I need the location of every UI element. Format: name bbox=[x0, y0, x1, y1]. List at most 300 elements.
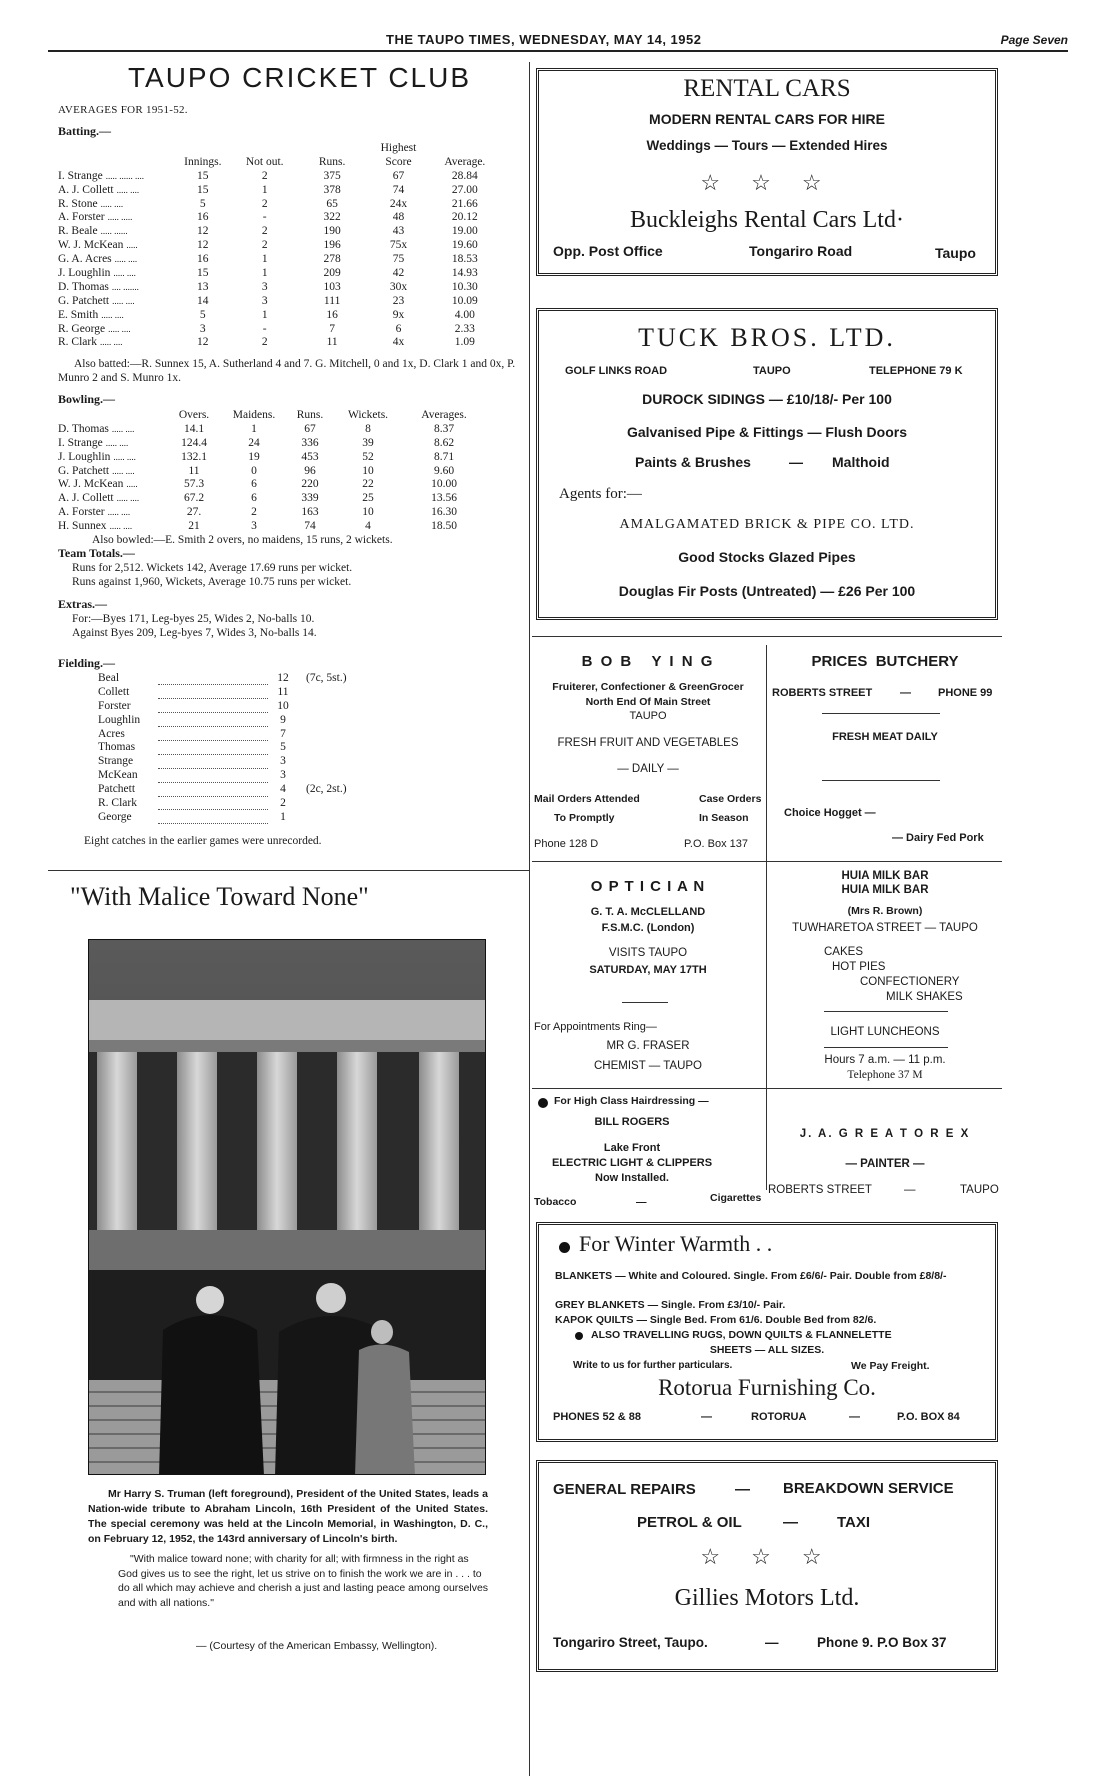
fielder-name: Collett bbox=[98, 685, 130, 698]
rental-stars: ☆ ☆ ☆ bbox=[700, 171, 834, 196]
ad-column-divider bbox=[766, 645, 767, 1190]
prices-phone: PHONE 99 bbox=[938, 687, 993, 699]
batting-row-highest: 43 bbox=[392, 225, 405, 238]
batting-row-innings: 15 bbox=[197, 266, 209, 279]
winter-rugs: ALSO TRAVELLING RUGS, DOWN QUILTS & FLANNELETTE bbox=[591, 1329, 892, 1341]
fielder-note bbox=[298, 685, 398, 699]
leader-dots: ..... .... bbox=[107, 507, 131, 518]
batting-row-average: 20.12 bbox=[451, 211, 478, 224]
header-innings: Innings. bbox=[184, 155, 222, 168]
bowling-row-maidens: 24 bbox=[248, 436, 260, 449]
fielding-row bbox=[98, 782, 398, 796]
bowling-row-wickets: 22 bbox=[362, 478, 374, 491]
fielder-value: 10 bbox=[277, 699, 289, 712]
player-name: R. Stone bbox=[58, 197, 98, 210]
bowling-row-name bbox=[58, 519, 164, 533]
bowling-row-overs: 57.3 bbox=[183, 478, 205, 491]
leader-line bbox=[158, 768, 268, 782]
tuck-addr-1: GOLF LINKS ROAD bbox=[565, 365, 668, 377]
tuck-malthoid: Malthoid bbox=[832, 454, 890, 470]
bowling-row-runs: 74 bbox=[304, 520, 316, 533]
bowling-row-runs: 67 bbox=[304, 422, 316, 435]
team-totals-for: Runs for 2,512. Wickets 142, Average 17.69 runs per wicket. bbox=[72, 562, 353, 574]
huia-cakes: CAKES bbox=[824, 946, 863, 958]
batting-row-average: 21.66 bbox=[451, 197, 478, 210]
player-name: G. Patchett bbox=[58, 294, 110, 307]
bowling-row-maidens: 6 bbox=[251, 492, 257, 505]
tuck-durock: DUROCK SIDINGS — £10/18/- Per 100 bbox=[642, 391, 892, 407]
team-totals-label: Team Totals.— bbox=[58, 546, 135, 560]
winter-freight: We Pay Freight. bbox=[851, 1360, 930, 1372]
batting-row bbox=[58, 238, 498, 252]
bob-phone: Phone 128 D bbox=[534, 838, 599, 850]
batting-row-highest: 30x bbox=[389, 280, 408, 293]
batting-row-innings: 16 bbox=[197, 253, 209, 266]
player-name: R. George bbox=[58, 322, 106, 335]
section-divider bbox=[48, 870, 530, 871]
batting-row-runs: 378 bbox=[323, 183, 341, 196]
winter-title: For Winter Warmth . . bbox=[579, 1231, 773, 1256]
batting-row-highest: 42 bbox=[392, 266, 405, 279]
batting-row-innings: 3 bbox=[199, 322, 206, 335]
leader-dots: ..... ..... bbox=[107, 212, 133, 223]
leader-dots: ..... .... bbox=[100, 198, 124, 209]
batting-row-runs: 322 bbox=[323, 211, 341, 224]
batting-row-name bbox=[58, 224, 175, 238]
huia-shakes: MILK SHAKES bbox=[886, 991, 963, 1003]
leader-dots: ..... .... bbox=[99, 337, 123, 348]
batting-row-name bbox=[58, 183, 175, 197]
player-name: D. Thomas bbox=[58, 422, 109, 435]
batting-row-highest: 23 bbox=[392, 294, 405, 307]
player-name: W. J. McKean bbox=[58, 478, 124, 491]
lincoln-quote: "With malice toward none; with charity for all; with firmness in the right as God gives us to see the right, let us strive on to finish the work we are in . . . to do all which may achieve and cherish a just and lasting peace among ourselves and with all nations." bbox=[118, 1553, 489, 1609]
huia-rule bbox=[824, 1011, 948, 1012]
fielder-value: 11 bbox=[277, 685, 289, 698]
bowling-row-wickets: 39 bbox=[362, 436, 374, 449]
masthead-title: THE TAUPO TIMES, WEDNESDAY, MAY 14, 1952 bbox=[386, 32, 702, 47]
header-bowl-runs: Runs. bbox=[296, 408, 324, 421]
batting-row-runs: 196 bbox=[323, 239, 341, 252]
bowling-row-overs: 14.1 bbox=[183, 422, 205, 435]
leader-line bbox=[158, 685, 268, 699]
batting-row-name bbox=[58, 335, 175, 349]
fielder-note bbox=[298, 754, 398, 768]
batting-row-notout: 2 bbox=[261, 169, 268, 182]
fielder-value: 2 bbox=[280, 796, 286, 809]
player-name: J. Loughlin bbox=[58, 450, 111, 463]
batting-row-name bbox=[58, 280, 175, 294]
batting-row bbox=[58, 280, 498, 294]
bowling-row-wickets: 10 bbox=[362, 506, 374, 519]
batting-row-innings: 5 bbox=[199, 197, 206, 210]
batting-row-innings: 14 bbox=[197, 294, 209, 307]
batting-row-notout: 1 bbox=[261, 308, 268, 321]
bob-line-3: TAUPO bbox=[629, 710, 667, 722]
bob-case-2: In Season bbox=[699, 812, 749, 824]
huia-street: TUWHARETOA STREET — TAUPO bbox=[792, 922, 978, 934]
ad-divider-2 bbox=[532, 861, 1002, 862]
fielder-value: 12 bbox=[277, 671, 289, 684]
bob-mail-2: To Promptly bbox=[554, 812, 615, 824]
optician-chemist: CHEMIST — TAUPO bbox=[594, 1060, 702, 1072]
bowling-row-name bbox=[58, 505, 164, 519]
fielding-row bbox=[98, 810, 398, 824]
leader-dots: ..... ...... bbox=[100, 226, 128, 237]
bill-dash: — bbox=[636, 1196, 647, 1208]
bowling-row-runs: 96 bbox=[304, 464, 316, 477]
winter-box: P.O. BOX 84 bbox=[897, 1411, 960, 1423]
winter-company: Rotorua Furnishing Co. bbox=[658, 1375, 876, 1400]
batting-row-highest: 6 bbox=[395, 322, 402, 335]
batting-row-runs: 16 bbox=[326, 308, 338, 321]
bowling-row bbox=[58, 436, 488, 450]
fielder-note: (2c, 2st.) bbox=[306, 783, 347, 796]
fielding-row bbox=[98, 768, 398, 782]
bowling-row bbox=[58, 464, 488, 478]
photo-caption: Mr Harry S. Truman (left foreground), President of the United States, leads a Nation-wide tribute to Abraham Lincoln, 16th President of the United States. The special ceremony was held at the Lincoln Memorial, in Washington, D. C., on February 12, 1952, the 143rd anniversary of Lincoln's birth. bbox=[88, 1488, 488, 1545]
page-number: Page Seven bbox=[1000, 33, 1068, 47]
leader-dots: ..... .... bbox=[113, 267, 136, 278]
bill-installed: Now Installed. bbox=[595, 1172, 669, 1184]
bowling-row-maidens: 6 bbox=[251, 478, 257, 491]
fielder-name: Loughlin bbox=[98, 713, 141, 726]
rental-addr-3: Taupo bbox=[935, 245, 976, 261]
fielder-note bbox=[298, 796, 398, 810]
team-totals-against: Runs against 1,960, Wickets, Average 10.75 runs per wicket. bbox=[72, 576, 352, 588]
fielding-note: Eight catches in the earlier games were unrecorded. bbox=[84, 835, 322, 847]
gillies-dash-3: — bbox=[765, 1635, 779, 1650]
batting-row-name bbox=[58, 322, 175, 336]
batting-row-runs: 375 bbox=[323, 169, 341, 182]
optician-title: O P T I C I A N bbox=[590, 878, 706, 895]
leader-dots: ..... .... bbox=[101, 309, 124, 320]
gillies-street: Tongariro Street, Taupo. bbox=[553, 1635, 708, 1650]
photo-courtesy: — (Courtesy of the American Embassy, Wellington). bbox=[196, 1640, 438, 1652]
tuck-paints-dash: — bbox=[789, 454, 803, 470]
batting-row-notout: - bbox=[262, 322, 267, 335]
batting-row bbox=[58, 197, 498, 211]
fielding-row bbox=[98, 685, 398, 699]
bowling-row-average: 16.30 bbox=[431, 506, 457, 519]
batting-row-average: 18.53 bbox=[451, 253, 478, 266]
bowling-row-average: 13.56 bbox=[431, 492, 457, 505]
leader-line bbox=[158, 699, 268, 713]
bill-electric: ELECTRIC LIGHT & CLIPPERS bbox=[551, 1157, 713, 1169]
winter-sheets: SHEETS — ALL SIZES. bbox=[709, 1344, 825, 1356]
player-name: I. Strange bbox=[58, 169, 103, 182]
batting-label: Batting.— bbox=[58, 124, 112, 138]
huia-confectionery: CONFECTIONERY bbox=[860, 976, 960, 988]
lincoln-memorial-photo bbox=[88, 939, 486, 1475]
batting-row-highest: 74 bbox=[392, 183, 405, 196]
leader-line bbox=[158, 796, 268, 810]
bullet-icon bbox=[559, 1242, 570, 1253]
header-averages: Averages. bbox=[421, 408, 467, 421]
bowling-row-maidens: 3 bbox=[251, 520, 257, 533]
player-name: D. Thomas bbox=[58, 280, 109, 293]
bowling-label: Bowling.— bbox=[58, 392, 116, 406]
winter-grey: GREY BLANKETS — Single. From £3/10/- Pair. bbox=[555, 1299, 786, 1311]
header-score: Score bbox=[385, 155, 412, 168]
optician-rule bbox=[622, 1002, 668, 1003]
batting-row-notout: 2 bbox=[261, 336, 268, 349]
huia-telephone: Telephone 37 M bbox=[847, 1069, 923, 1081]
gillies-dash-2: — bbox=[783, 1514, 798, 1531]
bowling-row-name bbox=[58, 464, 164, 478]
batting-row bbox=[58, 252, 498, 266]
bowling-row-average: 9.60 bbox=[433, 464, 455, 477]
optician-appointments: For Appointments Ring— bbox=[534, 1021, 657, 1033]
batting-row-innings: 12 bbox=[197, 225, 209, 238]
batting-row-highest: 9x bbox=[392, 308, 405, 321]
huia-rule-2 bbox=[824, 1047, 948, 1048]
optician-fraser: MR G. FRASER bbox=[606, 1040, 690, 1052]
batting-row-notout: 1 bbox=[261, 253, 268, 266]
bowling-row-overs: 27. bbox=[186, 506, 202, 519]
bob-line-4: FRESH FRUIT AND VEGETABLES bbox=[557, 737, 739, 749]
leader-dots: ..... .... bbox=[112, 295, 135, 306]
huia-luncheons: LIGHT LUNCHEONS bbox=[830, 1026, 940, 1038]
bill-line-1: For High Class Hairdressing — bbox=[554, 1095, 709, 1107]
batting-row bbox=[58, 266, 498, 280]
batting-row-average: 19.00 bbox=[451, 225, 478, 238]
bowling-row-wickets: 25 bbox=[362, 492, 374, 505]
bowling-row-maidens: 19 bbox=[248, 450, 260, 463]
bob-mail-1: Mail Orders Attended bbox=[534, 793, 640, 805]
ad-divider-3 bbox=[532, 1088, 1002, 1089]
bob-ying-ad bbox=[532, 645, 764, 850]
winter-rotorua: ROTORUA bbox=[751, 1411, 807, 1423]
leader-line bbox=[158, 727, 268, 741]
bowling-row-overs: 124.4 bbox=[181, 436, 207, 449]
fielder-value: 9 bbox=[280, 713, 286, 726]
fielder-name: McKean bbox=[98, 769, 138, 782]
rental-company: Buckleighs Rental Cars Ltd· bbox=[630, 207, 904, 233]
batting-row-highest: 4x bbox=[392, 336, 405, 349]
photo-illustration bbox=[89, 940, 486, 1475]
bob-line-2: North End Of Main Street bbox=[585, 696, 711, 708]
huia-owner: (Mrs R. Brown) bbox=[847, 905, 923, 917]
batting-row-highest: 75x bbox=[389, 239, 408, 252]
batting-row-name bbox=[58, 210, 175, 224]
player-name: H. Sunnex bbox=[58, 520, 107, 533]
gillies-stars: ☆ ☆ ☆ bbox=[700, 1545, 834, 1570]
bowling-row-runs: 453 bbox=[301, 450, 319, 463]
leader-dots: ..... .... bbox=[113, 451, 136, 462]
batting-row bbox=[58, 183, 498, 197]
player-name: A. Forster bbox=[58, 211, 105, 224]
bowling-row-name bbox=[58, 436, 164, 450]
batting-row-average: 10.09 bbox=[451, 294, 478, 307]
optician-date: SATURDAY, MAY 17TH bbox=[589, 964, 707, 976]
batting-row-average: 10.30 bbox=[451, 280, 478, 293]
batting-row-highest: 75 bbox=[392, 253, 405, 266]
bob-title: B O B Y I N G bbox=[581, 653, 715, 670]
leader-line bbox=[158, 754, 268, 768]
optician-ad bbox=[532, 868, 764, 1088]
bowling-row-wickets: 4 bbox=[365, 520, 371, 533]
fielder-name: Patchett bbox=[98, 783, 136, 796]
bob-line-5: — DAILY — bbox=[617, 763, 679, 775]
tuck-addr-3: TELEPHONE 79 K bbox=[869, 365, 963, 377]
fielder-name: George bbox=[98, 810, 132, 823]
batting-row bbox=[58, 294, 498, 308]
tuck-paints: Paints & Brushes bbox=[635, 454, 751, 470]
fielder-note bbox=[298, 810, 398, 824]
fielder-note: (7c, 5st.) bbox=[306, 671, 347, 684]
batting-row-innings: 16 bbox=[197, 211, 209, 224]
bowling-row-average: 8.37 bbox=[433, 422, 455, 435]
bowling-row-average: 8.62 bbox=[433, 436, 455, 449]
player-name: G. Patchett bbox=[58, 464, 110, 477]
prices-butchery-ad bbox=[768, 645, 1002, 850]
leader-dots: ..... .... bbox=[112, 465, 135, 476]
batting-row-name bbox=[58, 197, 175, 211]
fielder-value: 7 bbox=[280, 727, 286, 740]
batting-row bbox=[58, 322, 498, 336]
gillies-dash-1: — bbox=[735, 1481, 750, 1498]
bowling-row bbox=[58, 519, 488, 533]
bowling-row-name bbox=[58, 477, 164, 491]
rental-line: Weddings — Tours — Extended Hires bbox=[646, 138, 888, 153]
optician-visits: VISITS TAUPO bbox=[608, 947, 688, 959]
prices-rule-1 bbox=[822, 713, 940, 714]
bowling-row-runs: 339 bbox=[301, 492, 319, 505]
bowling-row-maidens: 0 bbox=[251, 464, 257, 477]
rental-title: RENTAL CARS bbox=[683, 75, 851, 102]
tuck-bros-ad bbox=[536, 308, 998, 620]
fielder-note bbox=[298, 727, 398, 741]
batting-row bbox=[58, 169, 498, 183]
fielding-row bbox=[98, 796, 398, 810]
tuck-company: AMALGAMATED BRICK & PIPE CO. LTD. bbox=[619, 517, 915, 532]
fielder-name: Beal bbox=[98, 671, 120, 684]
bowling-row-overs: 11 bbox=[188, 464, 200, 477]
fielding-row bbox=[98, 713, 398, 727]
bullet-icon bbox=[538, 1098, 548, 1108]
rental-addr-1: Opp. Post Office bbox=[553, 243, 663, 259]
winter-dash-2: — bbox=[849, 1411, 860, 1423]
prices-pork: — Dairy Fed Pork bbox=[892, 832, 984, 844]
prices-fresh: FRESH MEAT DAILY bbox=[832, 731, 938, 743]
batting-row-runs: 7 bbox=[329, 322, 335, 335]
leader-dots: ..... bbox=[126, 479, 138, 490]
fielder-name: Thomas bbox=[98, 741, 136, 754]
fielder-note bbox=[298, 699, 398, 713]
leader-dots: ..... .... bbox=[105, 437, 129, 448]
bowling-row-average: 18.50 bbox=[431, 520, 457, 533]
leader-dots: ..... .... bbox=[114, 254, 138, 265]
batting-row-name bbox=[58, 252, 175, 266]
fielder-name: Strange bbox=[98, 755, 134, 768]
huia-hours: Hours 7 a.m. — 11 p.m. bbox=[824, 1054, 946, 1066]
bowling-row-overs: 21 bbox=[188, 520, 200, 533]
batting-row-innings: 5 bbox=[199, 308, 206, 321]
tuck-posts: Douglas Fir Posts (Untreated) — £26 Per 100 bbox=[618, 583, 916, 599]
header-highest: Highest bbox=[380, 141, 417, 154]
bob-box: P.O. Box 137 bbox=[684, 838, 749, 850]
player-name: R. Clark bbox=[58, 336, 97, 349]
fielder-name: Forster bbox=[98, 699, 131, 712]
prices-dash: — bbox=[900, 687, 911, 699]
bill-name: BILL ROGERS bbox=[594, 1116, 670, 1128]
gillies-motors-ad bbox=[536, 1460, 998, 1672]
bill-tobacco: Tobacco bbox=[534, 1196, 577, 1208]
greatorex-ad bbox=[768, 1100, 1002, 1200]
batting-row bbox=[58, 210, 498, 224]
bowling-row-maidens: 1 bbox=[251, 422, 257, 435]
batting-row-notout: 2 bbox=[261, 197, 268, 210]
player-name: G. A. Acres bbox=[58, 253, 112, 266]
batting-row-notout: 3 bbox=[261, 280, 268, 293]
batting-row-highest: 24x bbox=[389, 197, 408, 210]
batting-row-name bbox=[58, 294, 175, 308]
gillies-company: Gillies Motors Ltd. bbox=[674, 1585, 860, 1611]
prices-hogget: Choice Hogget — bbox=[784, 807, 876, 819]
header-overs: Overs. bbox=[178, 408, 210, 421]
fielding-row bbox=[98, 754, 398, 768]
gillies-phone: Phone 9. P.O Box 37 bbox=[817, 1635, 947, 1650]
bowling-row-name bbox=[58, 491, 164, 505]
gillies-taxi: TAXI bbox=[837, 1514, 871, 1531]
fielder-note bbox=[298, 740, 398, 754]
leader-dots: ..... .... bbox=[111, 423, 135, 434]
batting-row-name bbox=[58, 238, 175, 252]
bowling-row bbox=[58, 477, 488, 491]
prices-street: ROBERTS STREET bbox=[772, 687, 873, 699]
bill-rogers-ad bbox=[532, 1090, 764, 1215]
tuck-pipe: Galvanised Pipe & Fittings — Flush Doors bbox=[626, 424, 908, 440]
also-batted: Also batted:—R. Sunnex 15, A. Sutherland 4 and 7. G. Mitchell, 0 and 1x, D. Clark 1 and 0x, P. Munro 2 and S. Munro 1x. bbox=[58, 358, 516, 384]
batting-row-notout: 2 bbox=[261, 239, 268, 252]
bob-line-1: Fruiterer, Confectioner & GreenGrocer bbox=[552, 681, 744, 693]
fielder-name: R. Clark bbox=[98, 796, 137, 809]
fielder-name: Acres bbox=[98, 727, 125, 740]
optician-qual: F.S.M.C. (London) bbox=[601, 922, 695, 934]
malice-title: "With Malice Toward None" bbox=[70, 882, 369, 911]
winter-write: Write to us for further particulars. bbox=[573, 1360, 733, 1371]
player-name: R. Beale bbox=[58, 225, 98, 238]
batting-row-runs: 103 bbox=[323, 280, 341, 293]
bowling-row-wickets: 10 bbox=[362, 464, 374, 477]
tuck-title: TUCK BROS. LTD. bbox=[638, 323, 896, 352]
fielder-note bbox=[298, 768, 398, 782]
prices-title: PRICES BUTCHERY bbox=[811, 653, 959, 670]
bob-case-1: Case Orders bbox=[699, 793, 762, 805]
batting-row-runs: 111 bbox=[323, 294, 341, 307]
bill-cigarettes: Cigarettes bbox=[710, 1192, 762, 1204]
bowling-row-name bbox=[58, 450, 164, 464]
leader-line bbox=[158, 782, 268, 796]
batting-row-innings: 15 bbox=[197, 169, 209, 182]
fielder-value: 4 bbox=[280, 783, 286, 796]
huia-milk-bar-ad bbox=[768, 866, 1002, 1088]
batting-row-average: 14.93 bbox=[451, 266, 478, 279]
cricket-title: TAUPO CRICKET CLUB bbox=[128, 62, 472, 93]
batting-row-runs: 65 bbox=[326, 197, 338, 210]
batting-row bbox=[58, 335, 498, 349]
huia-title-1: HUIA MILK BAR bbox=[841, 870, 929, 882]
gillies-breakdown: BREAKDOWN SERVICE bbox=[783, 1480, 954, 1497]
bowling-row bbox=[58, 450, 488, 464]
bowling-row bbox=[58, 491, 488, 505]
batting-row-notout: 1 bbox=[261, 183, 268, 196]
fielding-row bbox=[98, 740, 398, 754]
greatorex-town: TAUPO bbox=[960, 1184, 999, 1196]
player-name: A. J. Collett bbox=[58, 492, 114, 505]
batting-row-average: 4.00 bbox=[454, 308, 475, 321]
